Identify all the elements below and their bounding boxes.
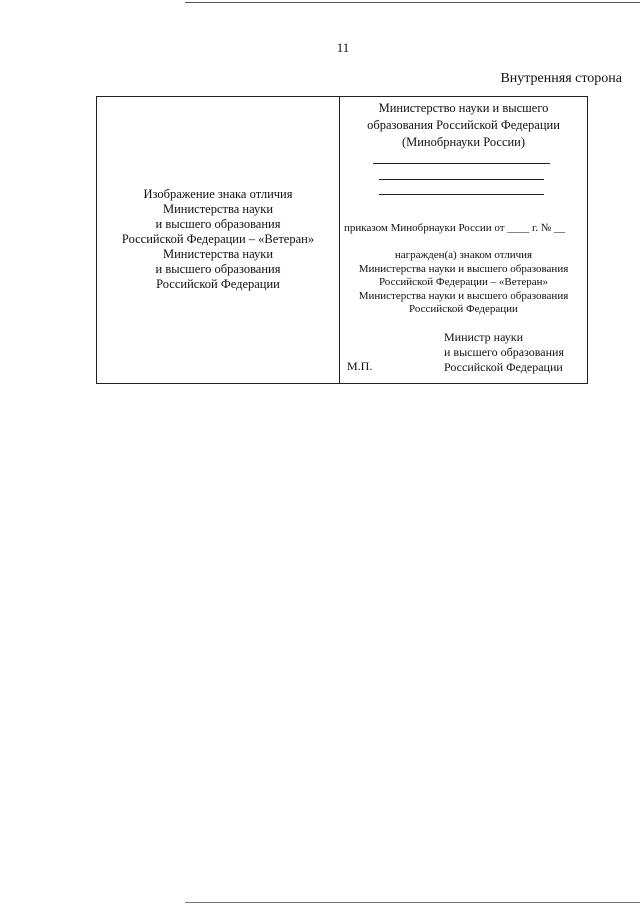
badge-text-line: и высшего образования xyxy=(155,216,281,231)
minister-line: и высшего образования xyxy=(444,345,564,359)
badge-text-line: и высшего образования xyxy=(155,261,281,276)
left-panel xyxy=(97,97,340,383)
name-blank-line xyxy=(373,163,550,164)
award-line: Министерства науки и высшего образования xyxy=(358,262,569,275)
ministry-line: образования Российской Федерации xyxy=(367,118,560,132)
name-blank-line xyxy=(379,179,544,180)
order-reference: приказом Минобрнауки России от ____ г. № __ xyxy=(344,222,566,234)
minister-line: Российской Федерации xyxy=(444,360,563,374)
stamp-label: М.П. xyxy=(347,359,373,373)
award-line: Российской Федерации xyxy=(409,303,518,315)
ministry-line: Министерство науки и высшего xyxy=(378,101,549,115)
award-line: Российской Федерации – «Ветеран» xyxy=(378,276,549,288)
award-line: награжден(а) знаком отличия xyxy=(394,249,533,261)
name-blank-line xyxy=(379,194,544,195)
award-statement xyxy=(340,249,587,317)
right-panel xyxy=(340,97,587,383)
page-number: 11 xyxy=(336,40,350,55)
badge-text-line: Российской Федерации xyxy=(156,276,280,291)
badge-text-line: Министерства науки xyxy=(162,246,274,261)
badge-text-line: Российской Федерации – «Ветеран» xyxy=(121,231,315,246)
side-label: Внутренняя сторона xyxy=(500,71,622,86)
top-edge-rule xyxy=(185,2,640,3)
award-line: Министерства науки и высшего образования xyxy=(358,289,569,302)
minister-signature-block xyxy=(444,330,564,375)
badge-image-placeholder-text xyxy=(116,187,320,292)
certificate-spread xyxy=(96,96,588,384)
bottom-edge-rule xyxy=(185,902,640,903)
ministry-line: (Минобрнауки России) xyxy=(401,135,526,149)
minister-line: Министр науки xyxy=(444,330,524,344)
badge-text-line: Министерства науки xyxy=(162,201,274,216)
ministry-heading xyxy=(340,100,587,151)
badge-text-line: Изображение знака отличия xyxy=(143,186,293,201)
